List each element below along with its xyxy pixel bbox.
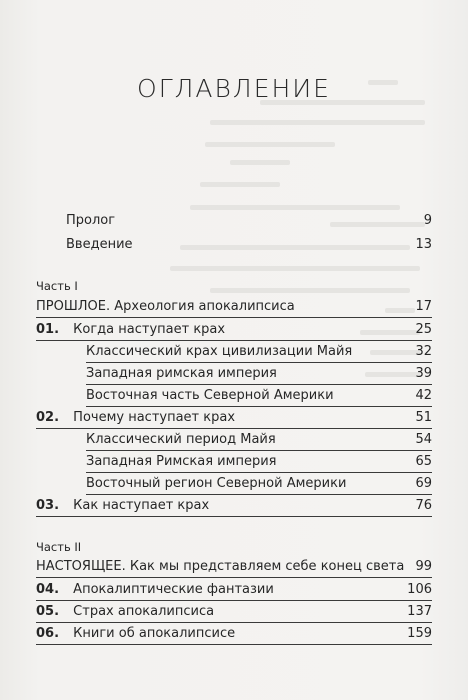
toc-entry-label: Когда наступает крах bbox=[73, 322, 226, 337]
chapter-number: 04. bbox=[36, 582, 60, 597]
page-title: ОГЛАВЛЕНИЕ bbox=[137, 74, 331, 103]
toc-page-number: 76 bbox=[415, 498, 432, 513]
toc-part-heading[interactable] bbox=[36, 557, 432, 578]
toc-page-number: 106 bbox=[407, 582, 432, 597]
toc-chapter-04[interactable] bbox=[36, 580, 432, 601]
toc-section[interactable] bbox=[86, 386, 432, 407]
toc-entry-label: Пролог bbox=[66, 213, 116, 228]
chapter-number: 05. bbox=[36, 604, 60, 619]
toc-entry-label: Апокалиптические фантазии bbox=[73, 582, 274, 597]
toc-chapter-03[interactable] bbox=[36, 496, 432, 517]
toc-page-number: 65 bbox=[415, 454, 432, 469]
toc-entry-label: Западная Римская империя bbox=[86, 454, 277, 469]
toc-page-number: 159 bbox=[407, 626, 432, 641]
toc-entry-label: НАСТОЯЩЕЕ. Как мы представляем себе конец света bbox=[36, 559, 405, 574]
toc-entry-label: Почему наступает крах bbox=[73, 410, 236, 425]
chapter-number: 06. bbox=[36, 626, 60, 641]
toc-section[interactable] bbox=[86, 452, 432, 473]
toc-page-number: 32 bbox=[415, 344, 432, 359]
toc-part-heading[interactable] bbox=[36, 297, 432, 318]
toc-page-number: 42 bbox=[415, 388, 432, 403]
toc-page-number: 9 bbox=[423, 213, 432, 228]
chapter-number: 03. bbox=[36, 498, 60, 513]
toc-entry-label: ПРОШЛОЕ. Археология апокалипсиса bbox=[36, 299, 295, 314]
toc-entry-label: Классический крах цивилизации Майя bbox=[86, 344, 353, 359]
toc-page-number: 137 bbox=[407, 604, 432, 619]
toc-page-number: 54 bbox=[415, 432, 432, 447]
toc-page-number: 25 bbox=[415, 322, 432, 337]
toc-page-number: 39 bbox=[415, 366, 432, 381]
toc-section[interactable] bbox=[86, 342, 432, 363]
chapter-number: 02. bbox=[36, 410, 60, 425]
toc-entry-label: Введение bbox=[66, 237, 133, 252]
toc-page-number: 51 bbox=[415, 410, 432, 425]
toc-page-number: 17 bbox=[415, 299, 432, 314]
toc-entry-label: Страх апокалипсиса bbox=[73, 604, 215, 619]
toc-section[interactable] bbox=[86, 364, 432, 385]
toc-entry-prologue[interactable] bbox=[36, 211, 432, 231]
toc-page-number: 99 bbox=[415, 559, 432, 574]
toc-entry-label: Классический период Майя bbox=[86, 432, 276, 447]
part-label: Часть I bbox=[36, 279, 78, 293]
toc-section[interactable] bbox=[86, 430, 432, 451]
toc-page-number: 13 bbox=[415, 237, 432, 252]
toc-entry-label: Западная римская империя bbox=[86, 366, 277, 381]
chapter-number: 01. bbox=[36, 322, 60, 337]
toc-entry-label: Книги об апокалипсисе bbox=[73, 626, 236, 641]
toc-entry-label: Как наступает крах bbox=[73, 498, 210, 513]
part-label: Часть II bbox=[36, 540, 82, 554]
toc-section[interactable] bbox=[86, 474, 432, 495]
toc-chapter-01[interactable] bbox=[36, 320, 432, 341]
toc-entry-label: Восточная часть Северной Америки bbox=[86, 388, 334, 403]
toc-page-number: 69 bbox=[415, 476, 432, 491]
toc-chapter-02[interactable] bbox=[36, 408, 432, 429]
toc-entry-label: Восточный регион Северной Америки bbox=[86, 476, 347, 491]
toc-entry-introduction[interactable] bbox=[36, 235, 432, 255]
toc-chapter-05[interactable] bbox=[36, 602, 432, 623]
toc-chapter-06[interactable] bbox=[36, 624, 432, 645]
